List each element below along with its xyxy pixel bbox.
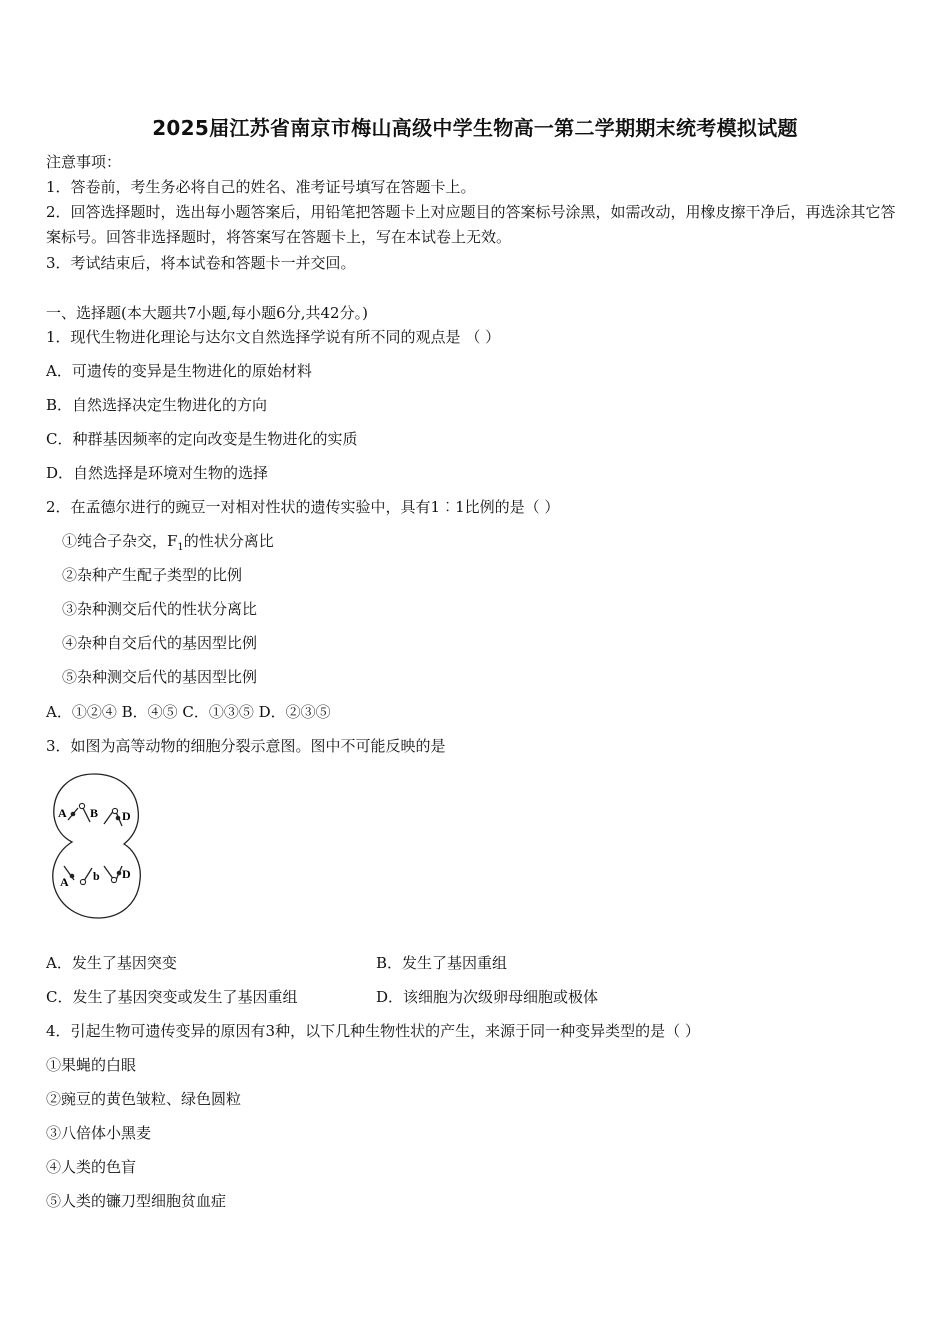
list-item-text: ①纯合子杂交，F — [62, 532, 178, 550]
question-stem: 1．现代生物进化理论与达尔文自然选择学说有所不同的观点是 （ ） — [46, 328, 501, 346]
centromere — [71, 812, 76, 817]
gene-label: D — [122, 809, 131, 823]
option-b: B．发生了基因重组 — [376, 954, 508, 972]
centromere — [117, 871, 122, 876]
page-title: 2025届江苏省南京市梅山高级中学生物高一第二学期期末统考模拟试题 — [152, 116, 798, 140]
list-item: ②豌豆的黄色皱粒、绿色圆粒 — [46, 1090, 242, 1108]
list-item-text: 的性状分离比 — [183, 532, 274, 550]
list-item: ①果蝇的白眼 — [46, 1056, 137, 1074]
list-item: ⑤人类的镰刀型细胞贫血症 — [46, 1192, 227, 1210]
option-a: A．可遗传的变异是生物进化的原始材料 — [46, 362, 312, 380]
list-item: ②杂种产生配子类型的比例 — [62, 566, 243, 584]
notice-item: 1．答卷前，考生务必将自己的姓名、准考证号填写在答题卡上。 — [46, 178, 476, 196]
gene-label: B — [90, 806, 99, 820]
list-item: ③八倍体小黑麦 — [46, 1124, 152, 1142]
question-stem: 2．在孟德尔进行的豌豆一对相对性状的遗传实验中，具有1︰1比例的是（ ） — [46, 498, 560, 516]
section-heading: 一、选择题(本大题共7小题,每小题6分,共42分。) — [46, 304, 368, 322]
centromere — [111, 877, 116, 882]
gene-label: A — [58, 806, 67, 820]
notice-item: 3．考试结束后，将本试卷和答题卡一并交回。 — [46, 254, 356, 272]
centromere — [70, 874, 75, 879]
list-item — [62, 531, 274, 558]
subscript: 1 — [177, 542, 184, 553]
option-c: C．种群基因频率的定向改变是生物进化的实质 — [46, 430, 358, 448]
gene-label: b — [93, 869, 100, 883]
list-item: ④杂种自交后代的基因型比例 — [62, 634, 258, 652]
list-item: ③杂种测交后代的性状分离比 — [62, 600, 258, 618]
gene-label: A — [60, 875, 69, 889]
option-a: A．发生了基因突变 — [46, 954, 177, 972]
option-c: C．发生了基因突变或发生了基因重组 — [46, 988, 298, 1006]
gene-label: D — [122, 867, 131, 881]
centromere — [80, 879, 85, 884]
notice-item: 2．回答选择题时，选出每小题答案后，用铅笔把答题卡上对应题目的答案标号涂黑，如需改动，用橡皮擦干净后，再选涂其它答案标号。回答非选择题时，将答案写在答题卡上，写在本试卷上无效。 — [46, 203, 896, 246]
question-stem: 3．如图为高等动物的细胞分裂示意图。图中不可能反映的是 — [46, 737, 446, 755]
list-item: ⑤杂种测交后代的基因型比例 — [62, 668, 258, 686]
answer-options: A．①②④ B．④⑤ C．①③⑤ D．②③⑤ — [46, 703, 331, 721]
option-d: D．自然选择是环境对生物的选择 — [46, 464, 269, 482]
question-stem: 4．引起生物可遗传变异的原因有3种，以下几种生物性状的产生，来源于同一种变异类型的是（ ） — [46, 1022, 700, 1040]
centromere — [116, 816, 121, 821]
option-d: D．该细胞为次级卵母细胞或极体 — [376, 988, 599, 1006]
list-item: ④人类的色盲 — [46, 1158, 137, 1176]
option-b: B．自然选择决定生物进化的方向 — [46, 396, 268, 414]
notice-heading: 注意事项： — [46, 153, 122, 171]
cell-division-diagram — [46, 770, 146, 922]
cell-membrane — [53, 774, 141, 918]
centromere — [79, 803, 84, 808]
centromere — [112, 808, 117, 813]
